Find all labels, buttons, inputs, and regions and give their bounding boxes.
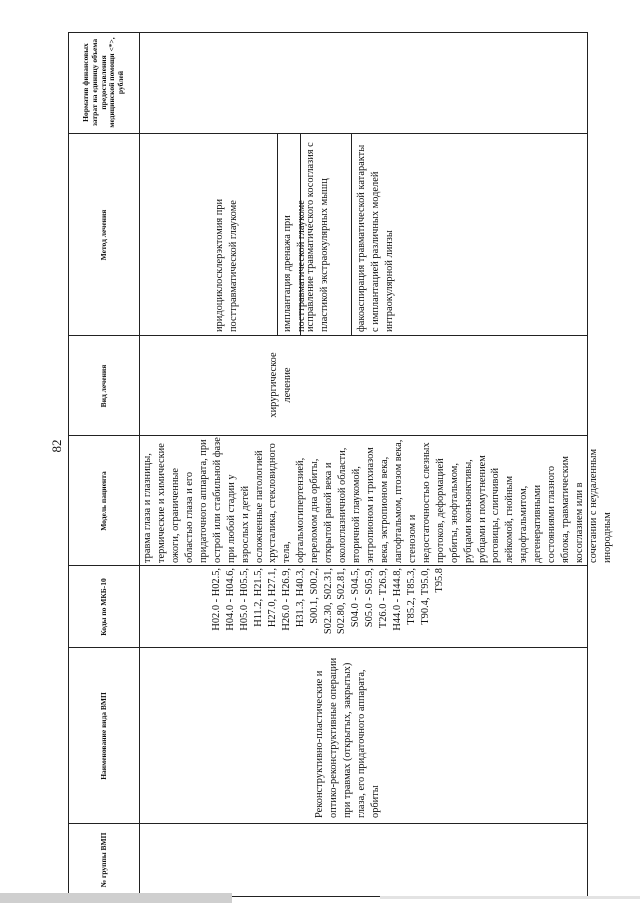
- method-drainage-implant: имплантация дренажа при посттравматической глаукоме: [282, 200, 307, 332]
- header-group-no: № группы ВМП: [98, 832, 108, 888]
- rotated-table-page: [68, 32, 613, 897]
- header-treatment-type: Вид лечения: [98, 364, 108, 408]
- scan-edge-shadow: [0, 893, 232, 903]
- cell-patient-model: травма глаза и глазницы, термические и химические ожоги, ограниченные областью глаза и его придаточного аппарата, при острой или стабильной фазе при любой стадии у взрослых и детей осложненные патологией хрусталика, стекловидного тела, офтальмогипертензией, переломом дна орбиты, открытой раной века и окологлазничной области, вторичной глаукомой, энтропионом и трихиазом века, эктропионом века, лагофтальмом, птозом века, стенозом и недостаточностью слезных протоков, деформацией орбиты, энофтальмом, рубцами конъюнктивы, рубцами и помутнением роговицы, слипчивой лейкомой, гнойным эндофтальмитом, дегенеративными состояниями глазного яблока, травматическим косоглазием или в сочетании с неудаленным инородным: [142, 437, 613, 563]
- header-cost-norm: Норматив финансовых затрат на единицу объема предоставления медицинской помощи <*>, рублей: [81, 37, 125, 128]
- header-icd-codes: Коды по МКБ-10: [98, 578, 108, 636]
- page-number: 82: [49, 439, 64, 453]
- cell-vmp-name: Реконструктивно-пластические и оптико-реконструктивные операции при травмах (открытых, закрытых) глаза, его придаточного аппарата, орбиты: [314, 657, 381, 818]
- method-strabismus-correction: исправление травматического косоглазия с пластикой экстраокулярных мышц: [305, 142, 330, 332]
- cell-icd-codes: H02.0 - H02.5, H04.0 - H04.6, H05.0 - H05.5, H11.2, H21.5, H27.0, H27.1, H26.0 - H26.9, H31.3, H40.3, S00.1, S00.2, S02.30, S02.31, S02.80, S02.81, S04.0 - S04.5, S05.0 - S05.9, T26.0 - T26.9, H44.0 - H44.8, T85.2, T85.3, T90.4, T95.0, T95.8: [211, 568, 445, 635]
- vmp-table: [68, 32, 613, 897]
- header-vmp-name: Наименование вида ВМП: [98, 692, 108, 780]
- header-treatment-method: Метод лечения: [98, 209, 108, 261]
- cell-treatment-type: хирургическое лечение: [268, 352, 293, 418]
- header-patient-model: Модель пациента: [98, 471, 108, 531]
- method-phacoaspiration: факоаспирация травматической катаракты с имплантацией различных моделей интраокулярной линзы: [356, 144, 395, 332]
- method-iridocyclosclerectomy: иридоциклосклерэктомия при посттравматической глаукоме: [214, 198, 239, 332]
- scan-edge-line: [380, 896, 640, 899]
